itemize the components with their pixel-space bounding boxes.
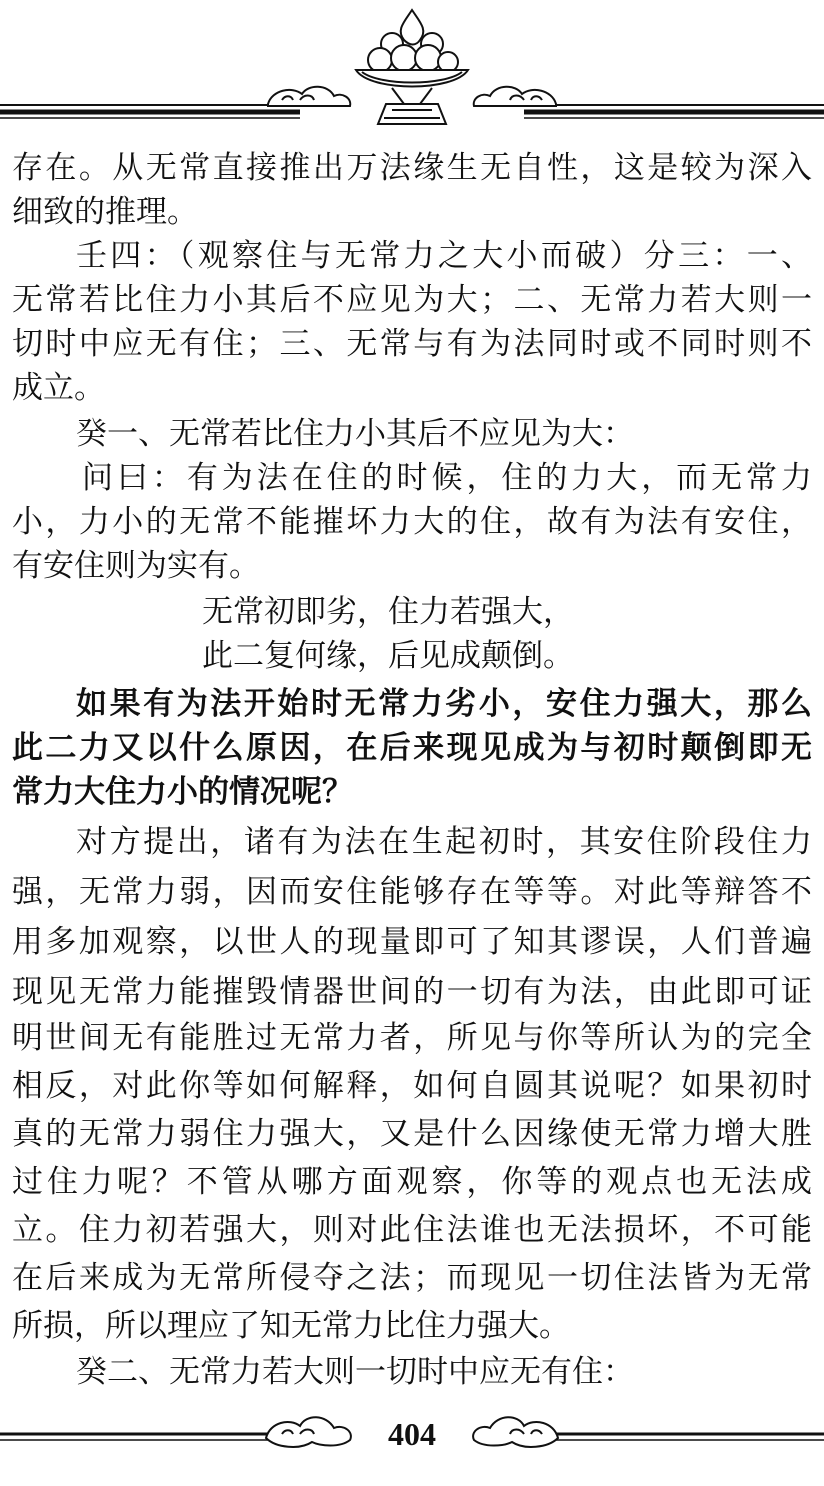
commentary-bold-line: 如果有为法开始时无常力劣小，安住力强大，那么 — [76, 686, 812, 722]
body-line: 强，无常力弱，因而安住能够存在等等。对此等辩答不 — [12, 874, 812, 910]
body-line: 对方提出，诸有为法在生起初时，其安住阶段住力 — [76, 824, 812, 860]
verse-line: 此二复何缘，后见成颠倒。 — [202, 638, 574, 674]
body-line: 用多加观察，以世人的现量即可了知其谬误，人们普遍 — [12, 924, 812, 960]
body-line: 立。住力初若强大，则对此住法谁也无法损坏，不可能 — [12, 1212, 812, 1248]
section-heading-line: 切时中应无有住；三、无常与有为法同时或不同时则不 — [12, 326, 812, 362]
body-line: 问曰：有为法在住的时候，住的力大，而无常力 — [82, 460, 812, 496]
section-heading-line: 成立。 — [12, 370, 105, 406]
page-footer — [0, 1400, 824, 1470]
commentary-bold-line: 此二力又以什么原因，在后来现见成为与初时颠倒即无 — [12, 730, 812, 766]
body-line: 有安住则为实有。 — [12, 548, 260, 584]
offering-bowl-icon — [0, 0, 824, 140]
body-line: 相反，对此你等如何解释，如何自圆其说呢？如果初时 — [12, 1068, 812, 1104]
body-line: 过住力呢？不管从哪方面观察，你等的观点也无法成 — [12, 1164, 812, 1200]
body-line: 明世间无有能胜过无常力者，所见与你等所认为的完全 — [12, 1020, 812, 1056]
body-line: 细致的推理。 — [12, 194, 198, 230]
subsection-heading: 癸二、无常力若大则一切时中应无有住： — [76, 1354, 634, 1390]
body-line: 小，力小的无常不能摧坏力大的住，故有为法有安住， — [12, 504, 812, 540]
body-line: 存在。从无常直接推出万法缘生无自性，这是较为深入 — [12, 150, 812, 186]
section-heading-line: 无常若比住力小其后不应见为大；二、无常力若大则一 — [12, 282, 812, 318]
body-line: 在后来成为无常所侵夺之法；而现见一切住法皆为无常 — [12, 1260, 812, 1296]
body-line: 现见无常力能摧毁情器世间的一切有为法，由此即可证 — [12, 974, 812, 1010]
commentary-bold-line: 常力大住力小的情况呢？ — [12, 774, 353, 810]
verse-line: 无常初即劣，住力若强大， — [202, 594, 574, 630]
subsection-heading: 癸一、无常若比住力小其后不应见为大： — [76, 416, 634, 452]
page-body — [0, 138, 824, 1398]
page-number: 404 — [388, 1416, 436, 1452]
body-line: 所损，所以理应了知无常力比住力强大。 — [12, 1308, 570, 1344]
section-heading-line: 壬四：（观察住与无常力之大小而破）分三：一、 — [76, 238, 812, 274]
page-header — [0, 0, 824, 140]
body-line: 真的无常力弱住力强大，又是什么因缘使无常力增大胜 — [12, 1116, 812, 1152]
